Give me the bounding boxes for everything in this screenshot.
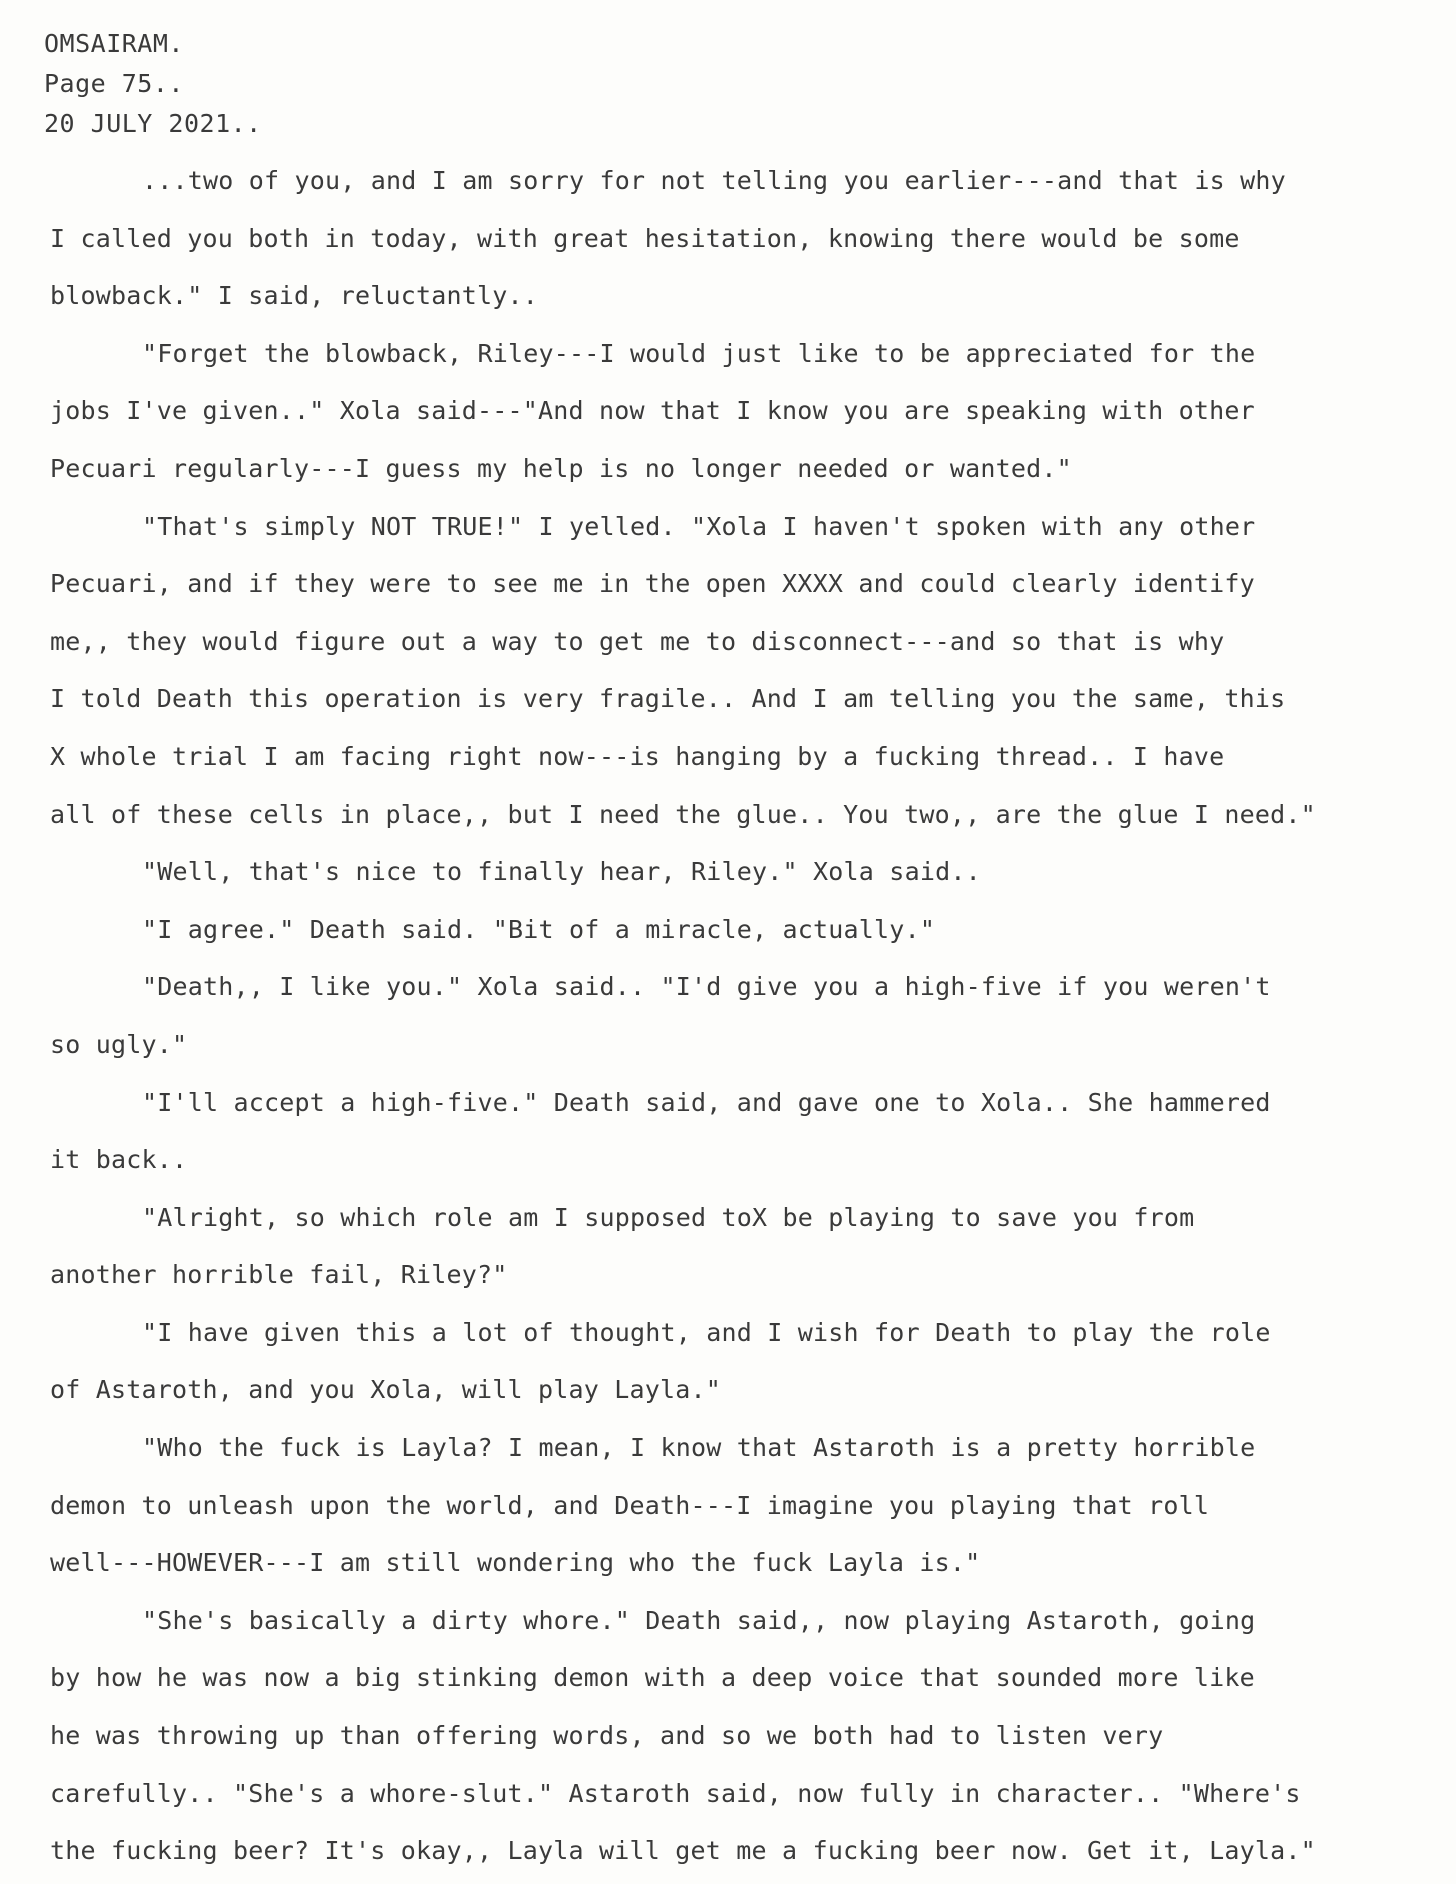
text-line: "Forget the blowback, Riley---I would just like to be appreciated for the <box>142 338 1256 368</box>
text-line: it back.. <box>50 1145 188 1175</box>
text-line: "She's basically a dirty whore." Death said,, now playing Astaroth, going <box>142 1605 1256 1635</box>
text-line: X whole trial I am facing right now---is hanging by a fucking thread.. I have <box>50 741 1225 771</box>
text-line: "I'll accept a high-five." Death said, and gave one to Xola.. She hammered <box>142 1087 1271 1117</box>
text-line: he was throwing up than offering words, and so we both had to listen very <box>50 1721 1164 1751</box>
header-page-number: Page 75.. <box>44 69 184 98</box>
text-line: "That's simply NOT TRUE!" I yelled. "Xola I haven't spoken with any other <box>142 511 1256 541</box>
text-line: "Death,, I like you." Xola said.. "I'd give you a high-five if you weren't <box>142 972 1271 1002</box>
header-omsairam: OMSAIRAM. <box>44 29 184 58</box>
text-line: Pecuari regularly---I guess my help is no longer needed or wanted." <box>50 453 1072 483</box>
text-line: demon to unleash upon the world, and Death---I imagine you playing that roll <box>50 1490 1210 1520</box>
text-line: "I agree." Death said. "Bit of a miracle, actually." <box>142 914 936 944</box>
text-line: "Well, that's nice to finally hear, Riley." Xola said.. <box>142 857 981 887</box>
text-line: ...two of you, and I am sorry for not telling you earlier---and that is why <box>142 166 1286 195</box>
text-line: "Who the fuck is Layla? I mean, I know that Astaroth is a pretty horrible <box>142 1433 1256 1463</box>
text-line: all of these cells in place,, but I need the glue.. You two,, are the glue I need." <box>50 799 1316 829</box>
text-line: blowback." I said, reluctantly.. <box>50 281 539 311</box>
header-date: 20 JULY 2021.. <box>44 109 262 138</box>
text-line: "I have given this a lot of thought, and I wish for Death to play the role <box>142 1317 1271 1347</box>
text-line: well---HOWEVER---I am still wondering who the fuck Layla is." <box>50 1548 981 1578</box>
text-line: "Alright, so which role am I supposed toX be playing to save you from <box>142 1202 1195 1232</box>
page-body <box>50 152 1440 1880</box>
text-line: I told Death this operation is very fragile.. And I am telling you the same, this <box>50 684 1286 714</box>
text-line: another horrible fail, Riley?" <box>50 1260 508 1290</box>
text-line: by how he was now a big stinking demon with a deep voice that sounded more like <box>50 1663 1255 1693</box>
text-line: of Astaroth, and you Xola, will play Layla." <box>50 1375 722 1405</box>
text-line: Pecuari, and if they were to see me in the open XXXX and could clearly identify <box>50 569 1255 599</box>
text-line: so ugly." <box>50 1029 188 1059</box>
text-line: carefully.. "She's a whore-slut." Astaroth said, now fully in character.. "Where's <box>50 1778 1301 1808</box>
text-line: me,, they would figure out a way to get me to disconnect---and so that is why <box>50 626 1225 656</box>
text-line: I called you both in today, with great hesitation, knowing there would be some <box>50 223 1240 253</box>
page-header <box>44 24 262 144</box>
text-line: the fucking beer? It's okay,, Layla will get me a fucking beer now. Get it, Layla." <box>50 1836 1316 1866</box>
text-line: jobs I've given.." Xola said---"And now that I know you are speaking with other <box>50 396 1255 426</box>
